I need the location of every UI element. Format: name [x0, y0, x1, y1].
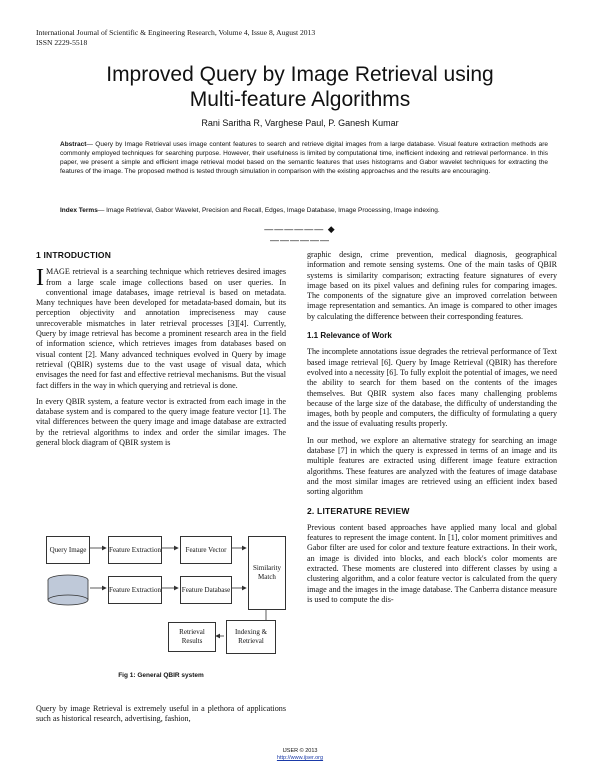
index-terms-label: Index Terms [60, 207, 98, 214]
database-icon [48, 575, 88, 605]
left-bottom-paragraph: Query by image Retrieval is extremely useful in a plethora of applications such as historical research, advertising, fashion, [36, 704, 286, 724]
right-column [307, 250, 557, 611]
right-paragraph-4: Previous content based approaches have applied many local and global features to represent the image content. In [1], color moment primitives and Gabor filter are used for color and texture feature extractions. In their work, an image is divided into blocks, and each block's color moments are extracted. These moments are clustered into different classes by using a clustering algorithm, and a color feature vector is calculated from the query image and the images in the image database. The Canberra distance measure is used to compute the dis- [307, 522, 557, 604]
similarity-match-box: Similarity Match [248, 536, 286, 610]
query-image-box: Query Image [46, 536, 90, 564]
right-paragraph-3: In our method, we explore an alternative strategy for searching an image database [7] in which the query is expressed in terms of an image and its multiple features are extracted using different image feature extraction algorithms. These features are analyzed with the features of image database and the most similar images are retrieved using an efficient index based sorting algorithm [307, 435, 557, 497]
index-terms-text: — Image Retrieval, Gabor Wavelet, Precision and Recall, Edges, Image Database, Image Processing, Image indexing. [97, 207, 440, 214]
abstract-text: — Query by Image Retrieval uses image content features to search and retrieve digital images from a large database. Visual feature extraction methods are commonly employed techniques for searching purpose. However, their usefulness is limited by computational time, inefficient indexing and retrieval performance. In this paper, we present a simple and efficient image retrieval model based on the semantic features that uses histograms and Gabor wavelet techniques for extracting the features of the image. The proposed method is tested through simulation in comparison with the existing approaches and the results are encouraging. [60, 141, 548, 175]
footer-url-link[interactable]: http://www.ijser.org [276, 755, 324, 761]
intro-paragraph-2: In every QBIR system, a feature vector is extracted from each image in the database system and is compared to the query image feature vector [1]. The vital differences between the query image and image database are extracted by the retrieval algorithms to index and order the similar images. The general block diagram of QBIR system is [36, 396, 286, 448]
page-footer [250, 748, 350, 762]
paper-title [40, 62, 560, 112]
feature-vector-box: Feature Vector [180, 536, 232, 564]
left-column [36, 250, 286, 454]
journal-header [36, 28, 315, 47]
section-2-heading: 2. LITERATURE REVIEW [307, 505, 410, 516]
feature-extraction-box-2: Feature Extraction [108, 576, 162, 604]
right-paragraph-2: The incomplete annotations issue degrades the retrieval performance of Text based image retrieval [6]. Query by Image Retrieval (QBIR) has therefore evolved into a necessity [6]. To fully exploit the potential of images, we need the ability to search for them based on the contents of the images themselves. But QBIR system also faces many challenging problems because of the large size of the database, the difficulty of understanding the images, both by people and computers, the difficulty of formulating a query and the issue of evaluating results properly. [307, 347, 557, 429]
title-line-2: Multi-feature Algorithms [189, 88, 411, 111]
figure-1-caption: Fig 1: General QBIR system [118, 672, 204, 679]
abstract-label: Abstract [60, 141, 87, 148]
index-terms [60, 206, 548, 215]
indexing-retrieval-box: Indexing & Retrieval [226, 620, 276, 654]
section-divider: —————— ◆ —————— [264, 224, 336, 245]
intro-paragraph-1-text: MAGE retrieval is a searching technique which retrieves desired images from a large scale image collections based on user queries. In conventional image databases, image retrieval is based on metadata. Many techniques have been developed for metadata-based domain, but its perception objectivity and annotation impreciseness may cause unrecoverable mismatches in later retrieval processes [3][4]. Currently, Query by image retrieval has become a prominent research area in the field of information science, which retrieves images from databases based on visual content [2]. Many advanced techniques evolved in Query by image retrieval (QBIR) systems due to the vast usage of visual data, which envisages the need for fast and effective retrieval mechanisms. But the visual fact differs in the way in which querying and retrieval is done. [36, 267, 286, 390]
title-line-1: Improved Query by Image Retrieval using [106, 63, 494, 86]
abstract [60, 140, 548, 176]
right-paragraph-1: graphic design, crime prevention, medical diagnosis, geographical information and remote sensing systems. One of the main tasks of QBIR systems is similarity comparison; extracting feature signatures of every image based on its pixel values and defining rules for comparing images. The components of the signature give an improved correlation between image representation and semantics. An image is compared to other images by calculating the difference between their corresponding features. [307, 250, 557, 321]
footer-copyright: IJSER © 2013 [282, 748, 318, 754]
section-1-heading: 1 INTRODUCTION [36, 250, 112, 260]
issn: ISSN 2229-5518 [36, 37, 88, 47]
drop-cap: I [36, 265, 44, 292]
journal-name: International Journal of Scientific & Engineering Research, Volume 4, Issue 8, August 2013 [36, 28, 316, 37]
retrieval-results-box: Retrieval Results [168, 622, 216, 652]
authors: Rani Saritha R, Varghese Paul, P. Ganesh Kumar [201, 118, 399, 128]
subsection-1-1-heading: 1.1 Relevance of Work [307, 331, 392, 341]
intro-paragraph-1 [36, 267, 286, 391]
qbir-block-diagram [38, 530, 286, 660]
feature-database-box: Feature Database [180, 576, 232, 604]
feature-extraction-box-1: Feature Extraction [108, 536, 162, 564]
